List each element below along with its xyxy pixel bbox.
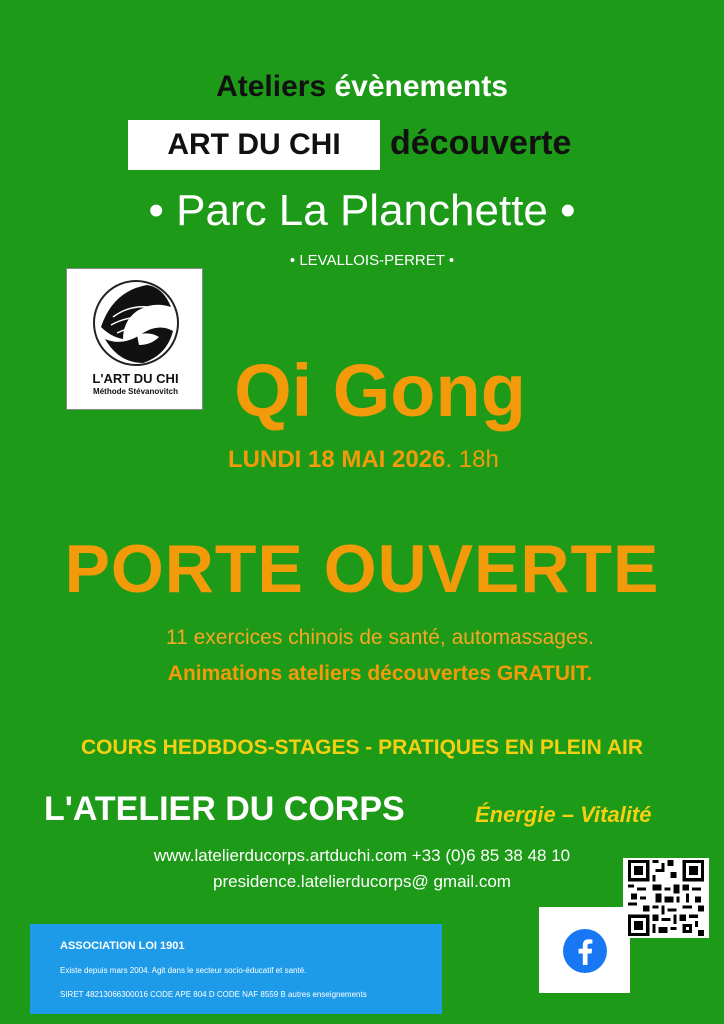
association-box	[30, 924, 442, 1014]
art-du-chi-label: ART DU CHI	[167, 128, 341, 161]
event-time: . 18h	[445, 446, 499, 473]
org-name: L'ATELIER DU CORPS	[44, 790, 405, 828]
qr-code[interactable]	[623, 858, 709, 938]
event-date: LUNDI 18 MAI 2026	[228, 446, 446, 473]
city-name: • LEVALLOIS-PERRET •	[289, 252, 455, 269]
logo-subtitle: Méthode Stévanovitch	[93, 387, 178, 396]
association-title: ASSOCIATION LOI 1901	[60, 940, 185, 952]
header-evenements: évènements	[334, 70, 508, 103]
decouverte-label: découverte	[390, 124, 572, 162]
headline: PORTE OUVERTE	[64, 531, 660, 607]
park-name: • Parc La Planchette •	[148, 186, 576, 235]
email-line: presidence.latelierducorps@ gmail.com	[213, 872, 511, 891]
exercises-text: 11 exercices chinois de santé, automassages.	[165, 626, 595, 649]
art-du-chi-box	[128, 120, 380, 170]
association-siret: SIRET 48213066300016 CODE APE 804 D CODE NAF 8559 B autres enseignements	[60, 990, 367, 999]
org-slogan: Énergie – Vitalité	[475, 802, 652, 827]
courses-text: COURS HEDBDOS-STAGES - PRATIQUES EN PLEIN AIR	[81, 736, 643, 759]
logo-title: L'ART DU CHI	[92, 371, 179, 386]
header-ateliers: Ateliers	[216, 70, 327, 103]
event-date-line	[228, 446, 499, 474]
animations-text: Animations ateliers découvertes GRATUIT.	[167, 662, 593, 685]
header-line-1	[0, 70, 724, 104]
association-since: Existe depuis mars 2004. Agit dans le secteur socio-éducatif et santé.	[60, 966, 307, 975]
facebook-box[interactable]	[539, 907, 630, 993]
facebook-icon[interactable]	[563, 929, 607, 973]
contact-line: www.latelierducorps.artduchi.com +33 (0)6 85 38 48 10	[153, 846, 571, 865]
qr-code-icon[interactable]	[627, 860, 705, 936]
event-name: Qi Gong	[234, 349, 526, 432]
